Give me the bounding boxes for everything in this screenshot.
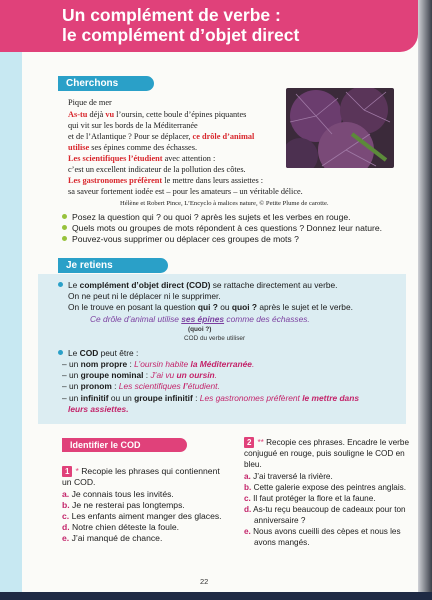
exercise-2-item-e-cont: avons mangés.: [254, 538, 310, 547]
exercise-number: 2: [244, 437, 254, 448]
poem-line-5: Les scientifiques l’étudient avec attention :: [68, 154, 216, 163]
exercise-2-instruction-2: conjugué en rouge, puis souligne le COD en: [244, 449, 405, 458]
sea-urchin-photo: [286, 88, 394, 168]
poem-line-2: qui vit sur les bords de la Méditerranée: [68, 121, 198, 130]
bullet-icon: [62, 214, 67, 219]
poem-line-8: sa saveur fortement iodée est – pour les amateurs – un véritable délice.: [68, 187, 303, 196]
poem-line-3: et de l’Atlantique ? Pour se déplacer, ce drôle d’animal: [68, 132, 255, 141]
section-tag-retiens: Je retiens: [58, 258, 168, 273]
exercise-1-item-b: b. Je ne resterai pas longtemps.: [62, 500, 185, 510]
exercise-2-item-d: d. As-tu reçu beaucoup de cadeaux pour ton: [244, 505, 406, 514]
rule-line-7: – un groupe nominal : J’ai vu un oursin.: [62, 370, 217, 380]
bottom-edge: [0, 592, 432, 600]
rule-example-note: COD du verbe utiliser: [184, 335, 246, 342]
rule-line-9: – un infinitif ou un groupe infinitif : Les gastronomes préfèrent le mettre dans: [62, 393, 359, 403]
exercise-1-item-a: a. Je connais tous les invités.: [62, 489, 174, 499]
rule-example-question: (quoi ?): [188, 326, 212, 333]
exercise-1-item-e: e. J’ai manqué de chance.: [62, 533, 163, 543]
page-title-line1: Un complément de verbe :: [62, 5, 281, 25]
exercise-2-item-e: e. Nous avons cueilli des cèpes et nous les: [244, 527, 401, 536]
bullet-icon: [62, 225, 67, 230]
rule-line-3: On le trouve en posant la question qui ? ou quoi ? après le sujet et le verbe.: [68, 302, 353, 312]
page-edge-shadow: [418, 0, 432, 600]
rule-line-6: – un nom propre : L’oursin habite la Méditerranée.: [62, 359, 255, 369]
section-tag-cherchons: Cherchons: [58, 76, 154, 91]
bullet-icon: [58, 282, 63, 287]
rule-line-10: leurs assiettes.: [68, 404, 129, 414]
section-tag-identifier: Identifier le COD: [62, 438, 187, 452]
poem-line-6: c’est un excellent indicateur de la pollution des côtes.: [68, 165, 246, 174]
poem-title: Pique de mer: [68, 98, 112, 107]
side-bar: [0, 52, 22, 592]
page-title-line2: le complément d’objet direct: [62, 25, 300, 45]
exercise-2-item-a: a. J’ai traversé la rivière.: [244, 472, 333, 481]
poem-credit: Hélène et Robert Pince, L’Encyclo à malices nature, © Petite Plume de carotte.: [120, 200, 329, 207]
rule-line-8: – un pronom : Les scientifiques l’étudient.: [62, 381, 220, 391]
exercise-1-item-c: c. Les enfants aiment manger des glaces.: [62, 511, 222, 521]
poem-line-4: utilise ses épines comme des échasses.: [68, 143, 198, 152]
exercise-2-item-d-cont: anniversaire ?: [254, 516, 306, 525]
rule-line-5: Le COD peut être :: [58, 348, 138, 359]
sea-urchin-image: [286, 88, 394, 168]
title-band: [0, 0, 418, 52]
rule-line-2: On ne peut ni le déplacer ni le supprimer.: [68, 291, 221, 301]
rule-example: Ce drôle d’animal utilise ses épines comme des échasses.: [90, 314, 310, 324]
exercise-2-instruction: 2 ** Recopie ces phrases. Encadre le verbe: [244, 437, 409, 448]
exercise-2-item-b: b. Cette galerie expose des peintres anglais.: [244, 483, 407, 492]
exercise-1-item-d: d. Notre chien déteste la foule.: [62, 522, 180, 532]
bullet-icon: [58, 350, 63, 355]
question-2: Quels mots ou groupes de mots répondent à ces questions ? Donnez leur nature.: [62, 223, 382, 234]
exercise-1-instruction: 1 * Recopie les phrases qui contiennent: [62, 466, 220, 477]
exercise-2-instruction-3: bleu.: [244, 460, 262, 469]
question-1: Posez la question qui ? ou quoi ? après les sujets et les verbes en rouge.: [62, 212, 351, 223]
exercise-1-instruction-2: un COD.: [62, 477, 96, 487]
bullet-icon: [62, 236, 67, 241]
poem-line-7: Les gastronomes préfèrent le mettre dans leurs assiettes :: [68, 176, 264, 185]
question-3: Pouvez-vous supprimer ou déplacer ces groupes de mots ?: [62, 234, 299, 245]
page-number: 22: [200, 577, 209, 586]
exercise-2-item-c: c. Il faut protéger la flore et la faune.: [244, 494, 376, 503]
rule-line-1: Le complément d’objet direct (COD) se rattache directement au verbe.: [58, 280, 338, 291]
exercise-number: 1: [62, 466, 72, 477]
poem-line-1: As-tu déjà vu l’oursin, cette boule d’épines piquantes: [68, 110, 247, 119]
